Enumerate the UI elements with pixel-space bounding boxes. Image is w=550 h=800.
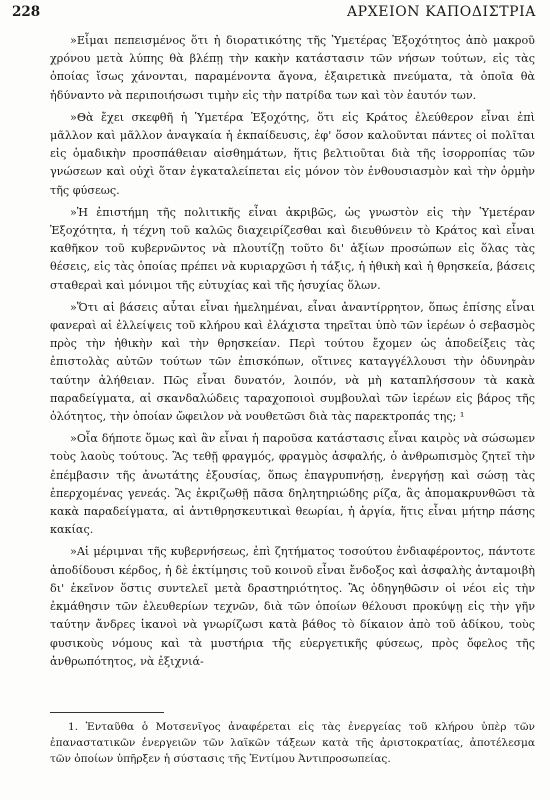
body-text [50, 32, 535, 675]
paragraph: »Θὰ ἔχει σκεφθῆ ἡ Ὑμετέρα Ἐξοχότης, ὅτι εἰς Κράτος ἐλεύθερον εἶναι ἐπὶ μᾶλλον καὶ μᾶλλον ἀναγκαία ἡ ἐκπαίδευσις, ἐφ' ὅσον καλοῦνται πάντες οἱ πολῖται εἰς ὁμαδικὴν προσπάθειαν αἰσθημάτων, ἥτις βελτιοῦται διὰ τῆς ἰσορροπίας τῶν γνώσεων καὶ οὐχὶ ὅταν ἐγκαταλείπεται εἰς μόνον τὸν ἐνθουσιασμὸν καὶ τὴν ὁρμὴν τῆς φύσεως. [50, 110, 535, 197]
running-header [12, 4, 536, 24]
paragraph: »Εἶμαι πεπεισμένος ὅτι ἡ διορατικότης τῆς Ὑμετέρας Ἐξοχότητος ἀπὸ μακροῦ χρόνου μετὰ λύπης θὰ βλέπῃ τὴν κακὴν κατάστασιν τῶν νήσων τούτων, εἰς τὰς ὁποίας ἴσως χάνονται, παραμένοντα ἄγονα, ἐξαιρετικὰ πνεύματα, τὰ ὁποῖα θὰ ἠδύναντο νὰ περιποιήσωσι τιμὴν εἰς τὴν πατρίδα των καὶ τὸν ἑαυτόν των. [50, 34, 535, 102]
footnote: 1. Ἐνταῦθα ὁ Μοτσενῖγος ἀναφέρεται εἰς τὰς ἐνεργείας τοῦ κλήρου ὑπὲρ τῶν ἐπαναστατικῶν ἐνεργειῶν τῶν λαϊκῶν τάξεων κατὰ τῆς ἀριστοκρατίας, ἀποτέλεσμα τῶν ὁποίων ὑπῆρξεν ἡ σύστασις τῆς Ἐντίμου Ἀντιπροσωπείας. [50, 721, 535, 765]
paragraph: »Ὅτι αἱ βάσεις αὗται εἶναι ἠμελημέναι, εἶναι ἀναντίρρητον, ὅπως ἐπίσης εἶναι φανεραὶ αἱ ἐλλείψεις τοῦ κλήρου καὶ ἐλάχιστα τηρεῖται ὑπὸ τῶν ἱερέων ὁ σεβασμὸς πρὸς τὴν ἠθικὴν καὶ τὴν θρησκείαν. Περὶ τούτου ἔχομεν ὡς ἀποδείξεις τὰς ἐπιστολὰς αὐτῶν τούτων τῶν ἐπισκόπων, οἵτινες καταγγέλλουσι τὴν ὀδυνηρὰν ταύτην ἀλήθειαν. Πῶς εἶναι δυνατόν, λοιπόν, νὰ μὴ καταπλήσσουν τὰ κακὰ παραδείγματα, αἱ σκανδαλώδεις ταραχοποιοὶ συμβουλαὶ τῶν ἱερέων εἰς βάρος τῆς ὁλότητος, τὴν ὁποίαν ὤφειλον νὰ νουθετῶσι διὰ τὰς παρεκτροπάς της; ¹ [50, 300, 535, 424]
paragraph: »Οἷα δήποτε ὅμως καὶ ἂν εἶναι ἡ παροῦσα κατάστασις εἶναι καιρὸς νὰ σώσωμεν τοὺς λαοὺς τούτους. Ἂς τεθῇ φραγμός, φραγμὸς ἀσφαλής, ὁ ἀνθρωπισμὸς ζητεῖ τὴν ἐπέμβασιν τῆς ἀνωτάτης ἐξουσίας, ὅπως ἐπαγρυπνήσῃ, ἐνεργήσῃ καὶ σώσῃ τὰς ἐπερχομένας γενεάς. Ἂς ἐκριζωθῇ πᾶσα δηλητηριώδης ρίζα, ἂς ἀπομακρυνθῶσι τὰ κακὰ παραδείγματα, αἱ ἀντιθρησκευτικαὶ θεωρίαι, ἡ ἀργία, ἥτις εἶναι μήτηρ πάσης κακίας. [50, 432, 535, 537]
paragraph: »Ἡ ἐπιστήμη τῆς πολιτικῆς εἶναι ἀκριβῶς, ὡς γνωστὸν εἰς τὴν Ὑμετέραν Ἐξοχότητα, ἡ τέχνη τοῦ καλῶς διαχειρίζεσθαι καὶ διευθύνειν τὸ Κράτος καὶ εἶναι καθῆκον τοῦ κυβερνῶντος νὰ πλουτίζῃ τοῦτο δι' ἀξίων προσώπων εἰς ὅλας τὰς θέσεις, εἰς τὰς ὁποίας πρέπει νὰ κυριαρχῶσι ἡ τάξις, ἡ ἠθικὴ καὶ ἡ θρησκεία, βάσεις σταθεραὶ καὶ μόνιμοι τῆς εὐτυχίας καὶ τῆς ἡσυχίας ὅλων. [50, 205, 535, 292]
footnote-divider [50, 712, 164, 713]
running-title: ΑΡΧΕΙΟΝ ΚΑΠΟΔΙΣΤΡΙΑ [346, 4, 536, 20]
paragraph: »Αἱ μέριμναι τῆς κυβερνήσεως, ἐπὶ ζητήματος τοσούτου ἐνδιαφέροντος, πάντοτε ἀποδίδουσι κέρδος, ἡ δὲ ἐκτίμησις τοῦ κοινοῦ εἶναι ἔνδοξος καὶ ἀσφαλὴς ἀνταμοιβὴ δι' ἐκεῖνον ὅστις συντελεῖ μετὰ δραστηριότητος. Ἂς ὁδηγηθῶσιν οἱ νέοι εἰς τὴν ἐκμάθησιν τῶν ἐλευθερίων τεχνῶν, διὰ τῶν ὁποίων θέλουσι προκύψῃ εἰς τὴν γῆν ταύτην ἄνδρες ἱκανοὶ νὰ γνωρίζωσι κατὰ βάθος τὸ δίκαιον ἀπὸ τοῦ ἀδίκου, τοὺς φυσικοὺς νόμους καὶ τὰ μυστήρια τῆς εὐεργετικῆς φύσεως, πρὸς ὄφελος τῆς ἀνθρωπότητος, νὰ ἐξιχνιά- [50, 545, 535, 668]
page-number: 228 [12, 4, 41, 20]
